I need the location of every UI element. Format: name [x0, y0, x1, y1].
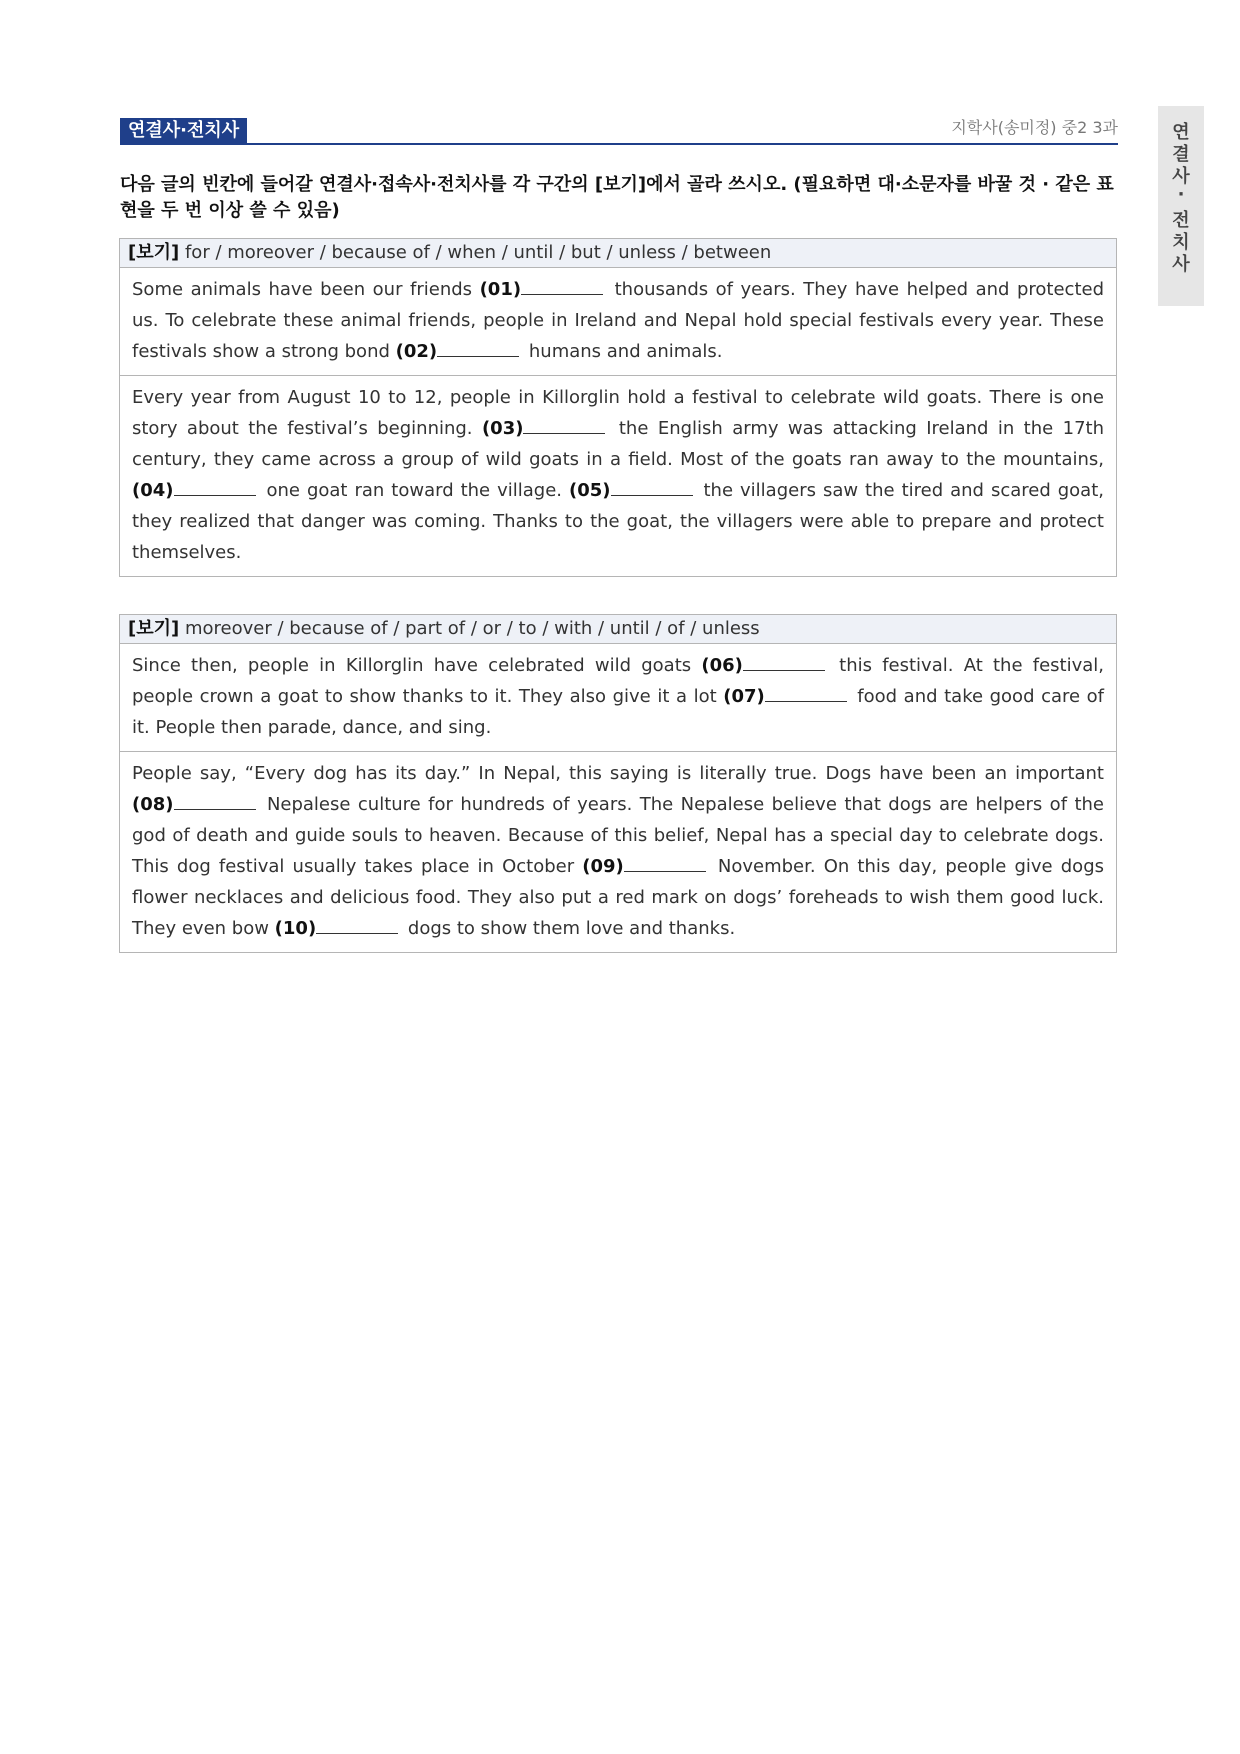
passage-paragraph: [120, 751, 1116, 952]
word-bank-options: moreover / because of / part of / or / to / with / until / of / unless: [184, 618, 760, 639]
passage-text: food and take good care of it. People then parade, dance, and sing.: [132, 686, 1104, 738]
side-tab-char: 사: [1172, 254, 1190, 275]
passage-text: this festival. At the festival, people crown a goat to show thanks to it. They also give it a lot: [132, 655, 1104, 707]
exercise-section-2: [119, 614, 1117, 953]
passage-text: one goat ran toward the village.: [259, 480, 569, 501]
side-tab-char: ·: [1177, 184, 1185, 205]
source-label: 지학사(송미정) 중2 3과: [951, 118, 1118, 137]
answer-blank[interactable]: [765, 683, 847, 702]
passage-text: thousands of years. They have helped and protected us. To celebrate these animal friends, people in Ireland and Nepal hold special festivals every year. These festivals show a strong bond: [132, 279, 1104, 362]
word-bank-label: [보기]: [128, 618, 180, 639]
blank-number: (05): [569, 480, 611, 501]
passage-text: the villagers saw the tired and scared goat, they realized that danger was coming. Thanks to the goat, the villagers were able to prepare and protect themselves.: [132, 480, 1104, 563]
passage-text: November. On this day, people give dogs flower necklaces and delicious food. They also put a red mark on dogs’ foreheads to wish them good luck. They even bow: [132, 856, 1105, 939]
word-bank-label: [보기]: [128, 242, 180, 263]
word-bank: [120, 615, 1116, 644]
blank-number: (09): [582, 856, 624, 877]
answer-blank[interactable]: [437, 338, 519, 357]
passage-text: humans and animals.: [523, 341, 723, 362]
header-divider: [120, 143, 1118, 145]
answer-blank[interactable]: [521, 276, 603, 295]
blank-number: (02): [395, 341, 438, 362]
side-tab-char: 전: [1172, 210, 1190, 231]
blank-number: (01): [479, 279, 522, 300]
section-tag: 연결사·전치사: [120, 118, 247, 144]
answer-blank[interactable]: [316, 915, 398, 934]
passage-paragraph: [120, 644, 1116, 751]
answer-blank[interactable]: [523, 415, 605, 434]
passage-text: People say, “Every dog has its day.” In Nepal, this saying is literally true. Dogs have been an important: [132, 763, 1104, 784]
blank-number: (06): [701, 655, 743, 676]
answer-blank[interactable]: [624, 853, 706, 872]
answer-blank[interactable]: [174, 477, 256, 496]
side-tab: [1158, 106, 1204, 306]
exercise-section-1: [119, 238, 1117, 577]
passage-text: Every year from August 10 to 12, people in Killorglin hold a festival to celebrate wild goats. There is one story about the festival’s beginning.: [132, 387, 1104, 439]
side-tab-char: 연: [1172, 122, 1190, 143]
blank-number: (04): [132, 480, 174, 501]
answer-blank[interactable]: [743, 652, 825, 671]
blank-number: (07): [723, 686, 765, 707]
side-tab-char: 치: [1172, 232, 1190, 253]
passage-text: dogs to show them love and thanks.: [402, 918, 736, 939]
instruction-text: 다음 글의 빈칸에 들어갈 연결사·접속사·전치사를 각 구간의 [보기]에서 골라 쓰시오. (필요하면 대·소문자를 바꿀 것 · 같은 표현을 두 번 이상 쓸 수 있음): [120, 174, 1114, 221]
answer-blank[interactable]: [611, 477, 693, 496]
passage-paragraph: [120, 375, 1116, 576]
side-tab-char: 결: [1172, 144, 1190, 165]
passage-text: Since then, people in Killorglin have celebrated wild goats: [132, 655, 702, 676]
answer-blank[interactable]: [174, 791, 256, 810]
word-bank-options: for / moreover / because of / when / until / but / unless / between: [184, 242, 772, 263]
side-tab-char: 사: [1172, 166, 1190, 187]
passage-text: the English army was attacking Ireland in the 17th century, they came across a group of wild goats in a field. Most of the goats ran away to the mountains,: [132, 418, 1105, 470]
passage-text: Nepalese culture for hundreds of years. The Nepalese believe that dogs are helpers of the god of death and guide souls to heaven. Because of this belief, Nepal has a special day to celebrate dogs. This dog festival usually takes place in October: [132, 794, 1104, 877]
passage-paragraph: [120, 268, 1116, 375]
word-bank: [120, 239, 1116, 268]
passage-text: Some animals have been our friends: [132, 279, 480, 300]
blank-number: (10): [274, 918, 317, 939]
blank-number: (03): [481, 418, 524, 439]
blank-number: (08): [132, 794, 174, 815]
